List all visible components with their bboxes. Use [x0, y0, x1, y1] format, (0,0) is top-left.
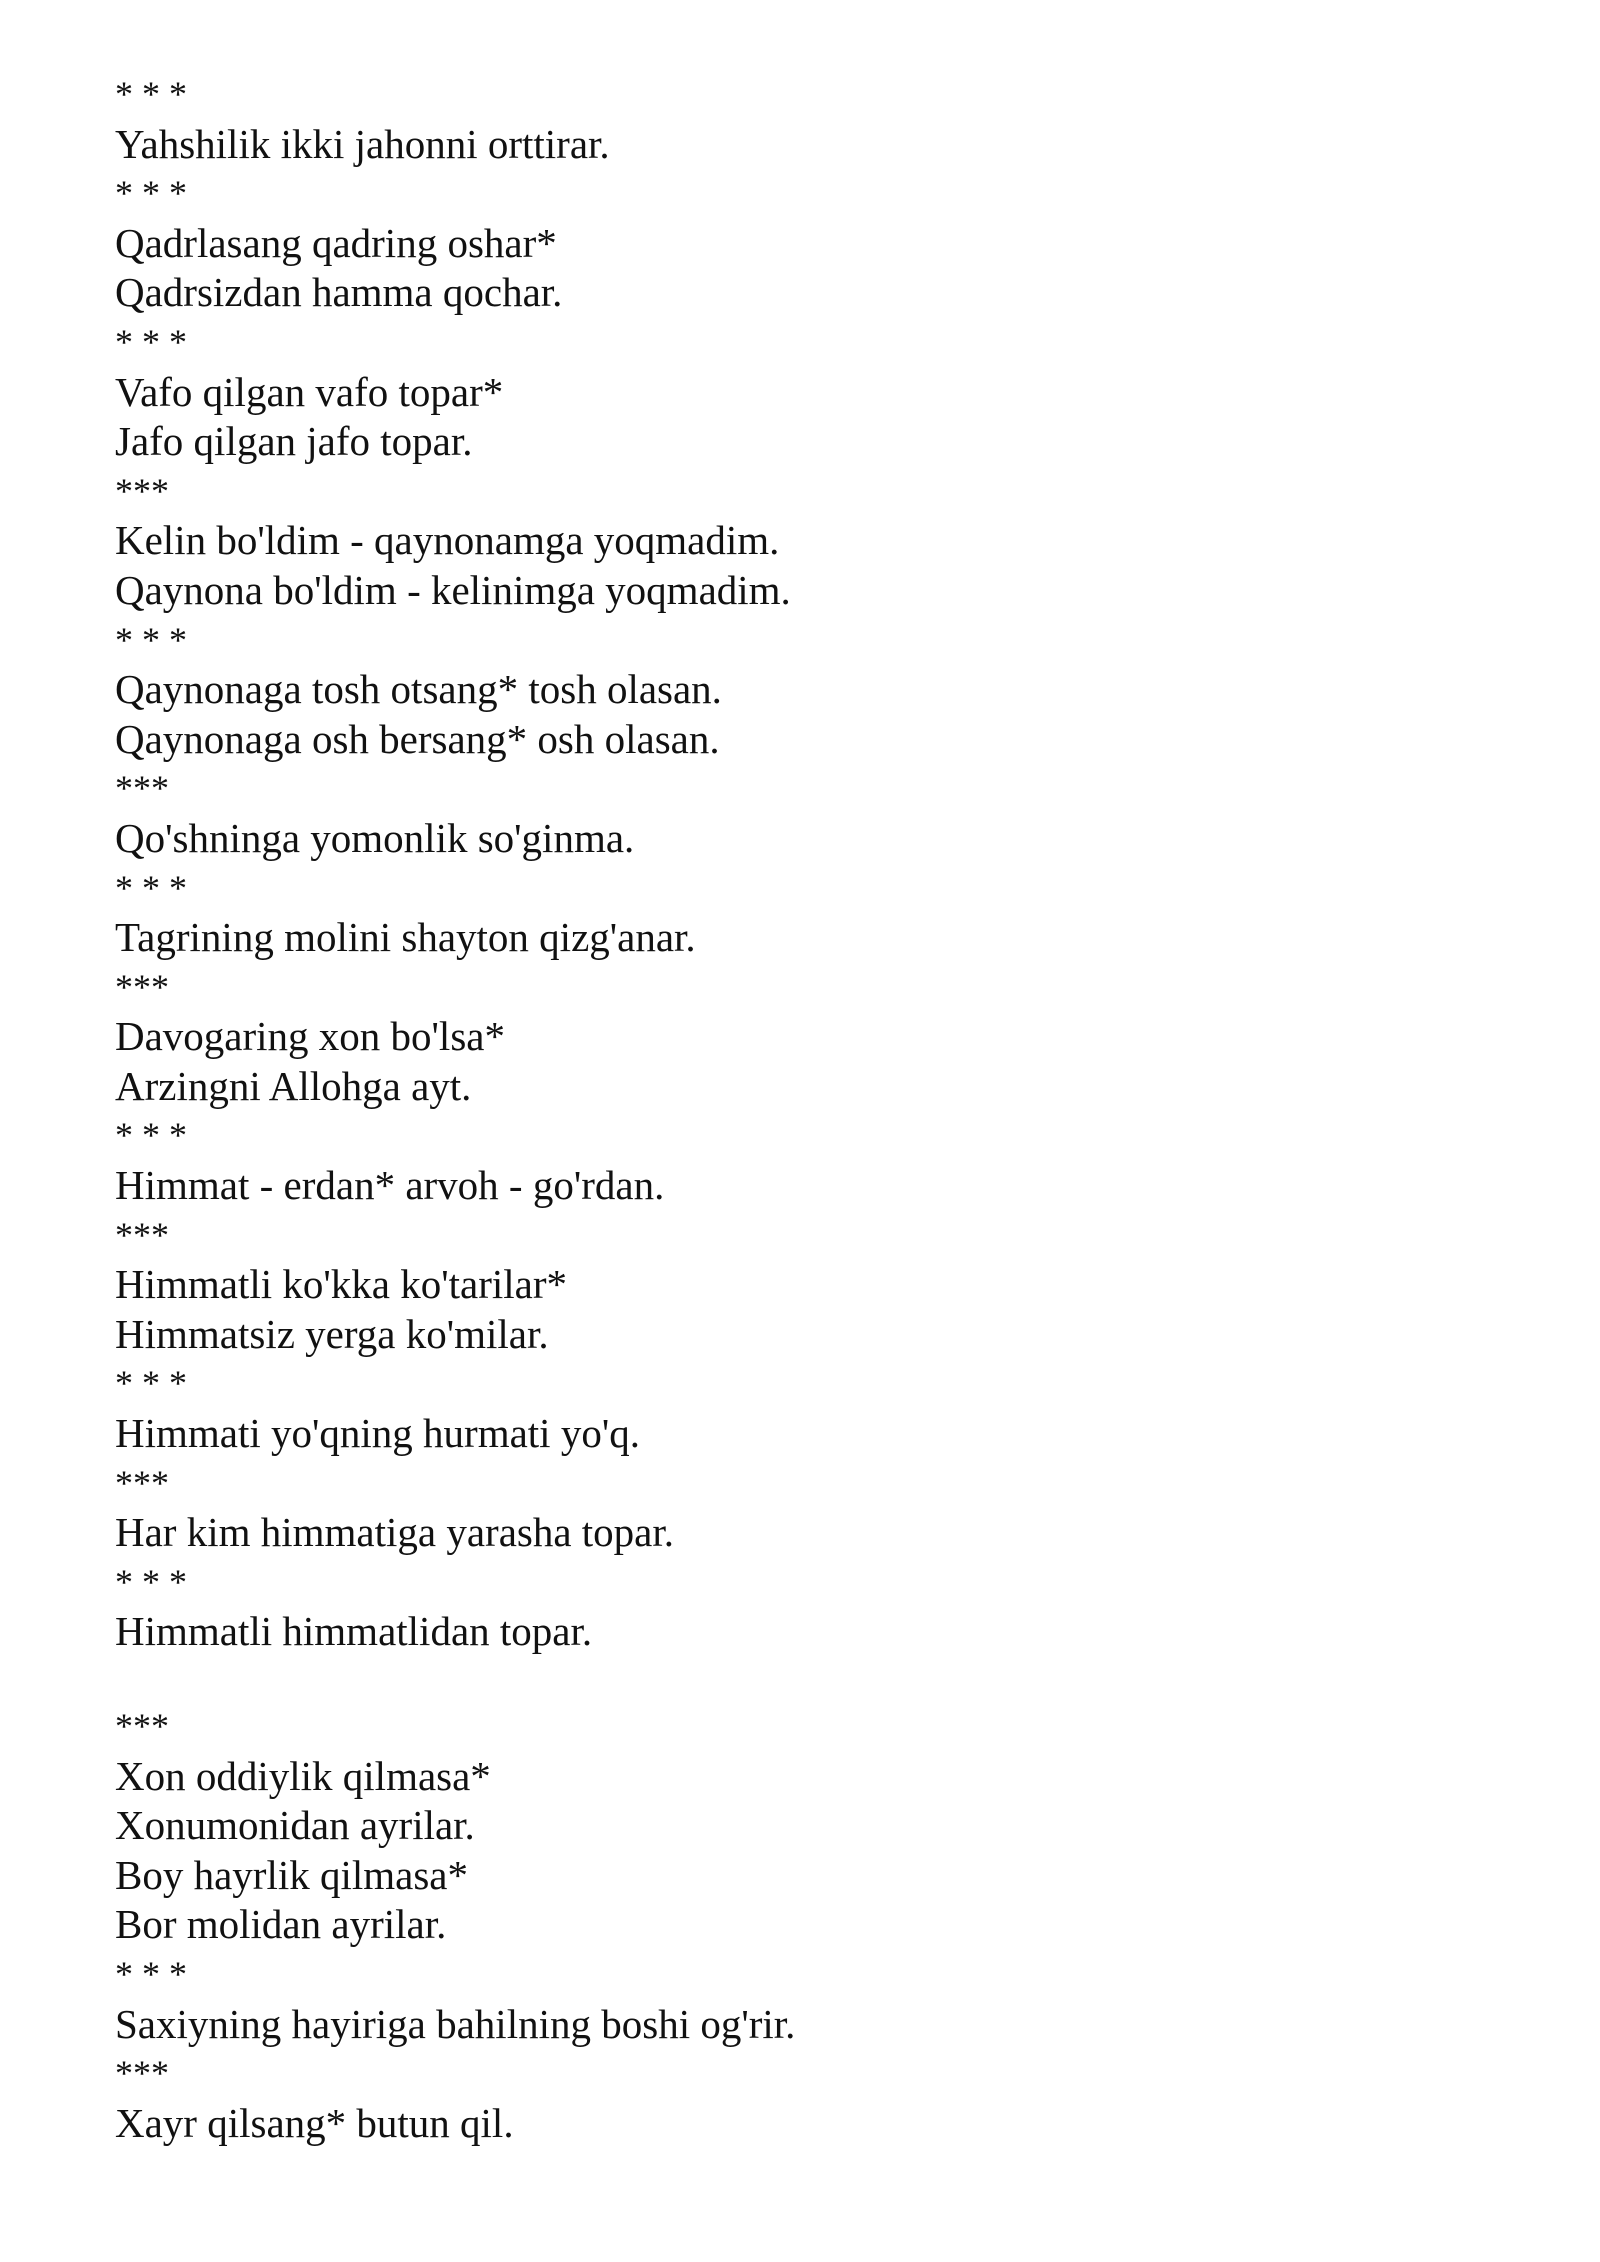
separator: * * *	[115, 1561, 187, 1602]
proverb-line: Qaynona bo'ldim - kelinimga yoqmadim.	[115, 566, 791, 613]
separator: ***	[115, 470, 169, 511]
proverb-line: Himmati yo'qning hurmati yo'q.	[115, 1410, 640, 1457]
proverb-line: Vafo qilgan vafo topar*	[115, 368, 504, 415]
proverb-line: Davogaring xon bo'lsa*	[115, 1013, 505, 1060]
proverb-line: Yahshilik ikki jahonni orttirar.	[115, 120, 610, 167]
separator: ***	[115, 2053, 169, 2094]
proverb-line: Himmatli ko'kka ko'tarilar*	[115, 1261, 568, 1308]
proverb-line: Jafo qilgan jafo topar.	[115, 418, 473, 465]
separator: * * *	[115, 1363, 187, 1404]
separator: * * *	[115, 867, 187, 908]
proverb-line: Xonumonidan ayrilar.	[115, 1802, 475, 1849]
proverb-line: Qadrlasang qadring oshar*	[115, 219, 557, 266]
separator: * * *	[115, 74, 187, 114]
proverb-line: Xayr qilsang* butun qil.	[115, 2099, 514, 2146]
blank-gap	[115, 1657, 1515, 1702]
separator: * * *	[115, 321, 187, 362]
proverb-line: Bor molidan ayrilar.	[115, 1901, 447, 1948]
proverb-line: Boy hayrlik qilmasa*	[115, 1851, 469, 1898]
document-page	[115, 70, 1515, 2148]
proverb-line: Qadrsizdan hamma qochar.	[115, 269, 563, 316]
proverb-line: Arzingni Allohga ayt.	[115, 1062, 472, 1109]
proverb-line: Saxiyning hayiriga bahilning boshi og'rir.	[115, 2000, 796, 2047]
proverb-line: Qo'shninga yomonlik so'ginma.	[115, 814, 635, 861]
separator: ***	[115, 768, 169, 809]
separator: ***	[115, 1214, 169, 1255]
separator: ***	[115, 1706, 169, 1746]
proverb-line: Tagrining molini shayton qizg'anar.	[115, 914, 696, 961]
separator: * * *	[115, 1953, 187, 1994]
proverb-line: Himmat - erdan* arvoh - go'rdan.	[115, 1162, 665, 1209]
proverb-line: Qaynonaga osh bersang* osh olasan.	[115, 715, 720, 762]
separator: * * *	[115, 619, 187, 660]
proverb-line: Har kim himmatiga yarasha topar.	[115, 1509, 675, 1556]
proverb-line: Himmatli himmatlidan topar.	[115, 1608, 593, 1655]
proverb-line: Kelin bo'ldim - qaynonamga yoqmadim.	[115, 517, 780, 564]
separator: ***	[115, 1462, 169, 1503]
proverb-line: Xon oddiylik qilmasa*	[115, 1752, 491, 1799]
separator: ***	[115, 966, 169, 1007]
proverb-line: Qaynonaga tosh otsang* tosh olasan.	[115, 666, 722, 713]
separator: * * *	[115, 1115, 187, 1156]
separator: * * *	[115, 173, 187, 214]
proverb-line: Himmatsiz yerga ko'milar.	[115, 1310, 549, 1357]
